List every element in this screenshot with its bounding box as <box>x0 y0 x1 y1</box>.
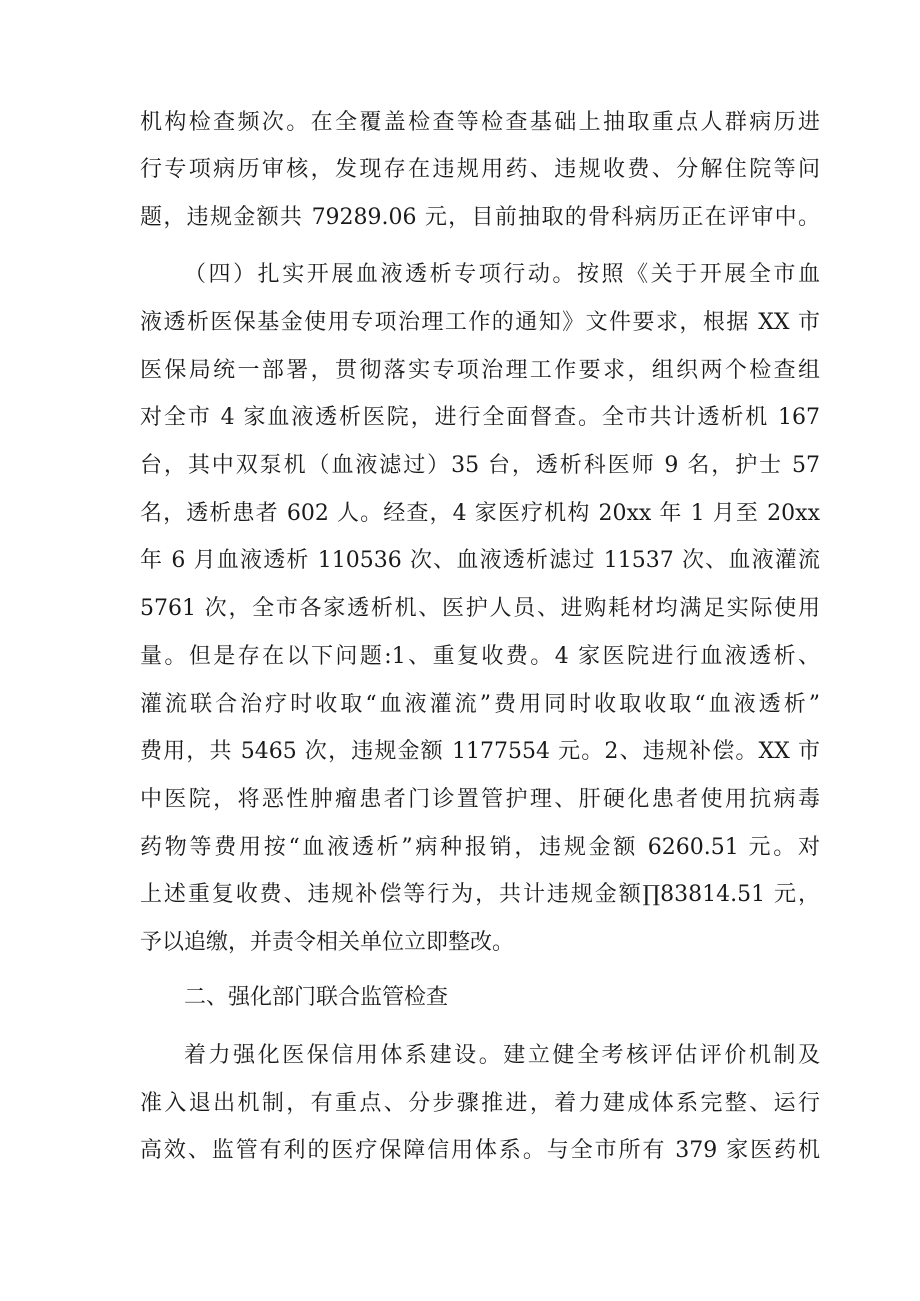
paragraph-line-5: 液透析医保基金使用专项治理工作的通知》文件要求，根据 XX 市 <box>140 310 820 335</box>
paragraph-line-13: 灌流联合治疗时收取“血液灌流”费用同时收取收取“血液透析” <box>140 692 820 717</box>
paragraph-line-3: 题，违规金额共 79289.06 元，目前抽取的骨科病历正在评审中。 <box>140 205 820 230</box>
paragraph-line-6: 医保局统一部署，贯彻落实专项治理工作要求，组织两个检查组 <box>140 358 820 383</box>
paragraph-line-11: 5761 次，全市各家透析机、医护人员、进购耗材均满足实际使用 <box>140 596 820 621</box>
paragraph-line-12: 量。但是存在以下问题:1、重复收费。4 家医院进行血液透析、 <box>140 644 820 669</box>
paragraph-line-16: 药物等费用按“血液透析”病种报销，违规金额 6260.51 元。对 <box>140 835 820 860</box>
paragraph-line-9: 名，透析患者 602 人。经查，4 家医疗机构 20xx 年 1 月至 20xx <box>140 501 820 526</box>
paragraph-line-18: 予以追缴，并责令相关单位立即整改。 <box>140 930 515 955</box>
paragraph-line-22: 高效、监管有利的医疗保障信用体系。与全市所有 379 家医药机 <box>140 1138 820 1163</box>
paragraph-line-7: 对全市 4 家血液透析医院，进行全面督查。全市共计透析机 167 <box>140 405 820 430</box>
section-heading: 二、强化部门联合监管检查 <box>184 985 449 1010</box>
paragraph-line-14: 费用，共 5465 次，违规金额 1177554 元。2、违规补偿。XX 市 <box>140 739 820 764</box>
paragraph-line-1: 机构检查频次。在全覆盖检查等检查基础上抽取重点人群病历进 <box>140 110 820 135</box>
paragraph-line-20: 着力强化医保信用体系建设。建立健全考核评估评价机制及 <box>184 1043 820 1068</box>
paragraph-line-17: 上述重复收费、违规补偿等行为，共计违规金额∏83814.51 元， <box>140 882 820 907</box>
section-four-heading-line: （四）扎实开展血液透析专项行动。按照《关于开展全市血 <box>184 262 820 287</box>
paragraph-line-15: 中医院，将恶性肿瘤患者门诊置管护理、肝硬化患者使用抗病毒 <box>140 787 820 812</box>
paragraph-line-10: 年 6 月血液透析 110536 次、血液透析滤过 11537 次、血液灌流 <box>140 548 820 573</box>
paragraph-line-8: 台，其中双泵机（血液滤过）35 台，透析科医师 9 名，护士 57 <box>140 453 820 478</box>
paragraph-line-21: 准入退出机制，有重点、分步骤推进，着力建成体系完整、运行 <box>140 1091 820 1116</box>
paragraph-line-2: 行专项病历审核，发现存在违规用药、违规收费、分解住院等问 <box>140 157 820 182</box>
